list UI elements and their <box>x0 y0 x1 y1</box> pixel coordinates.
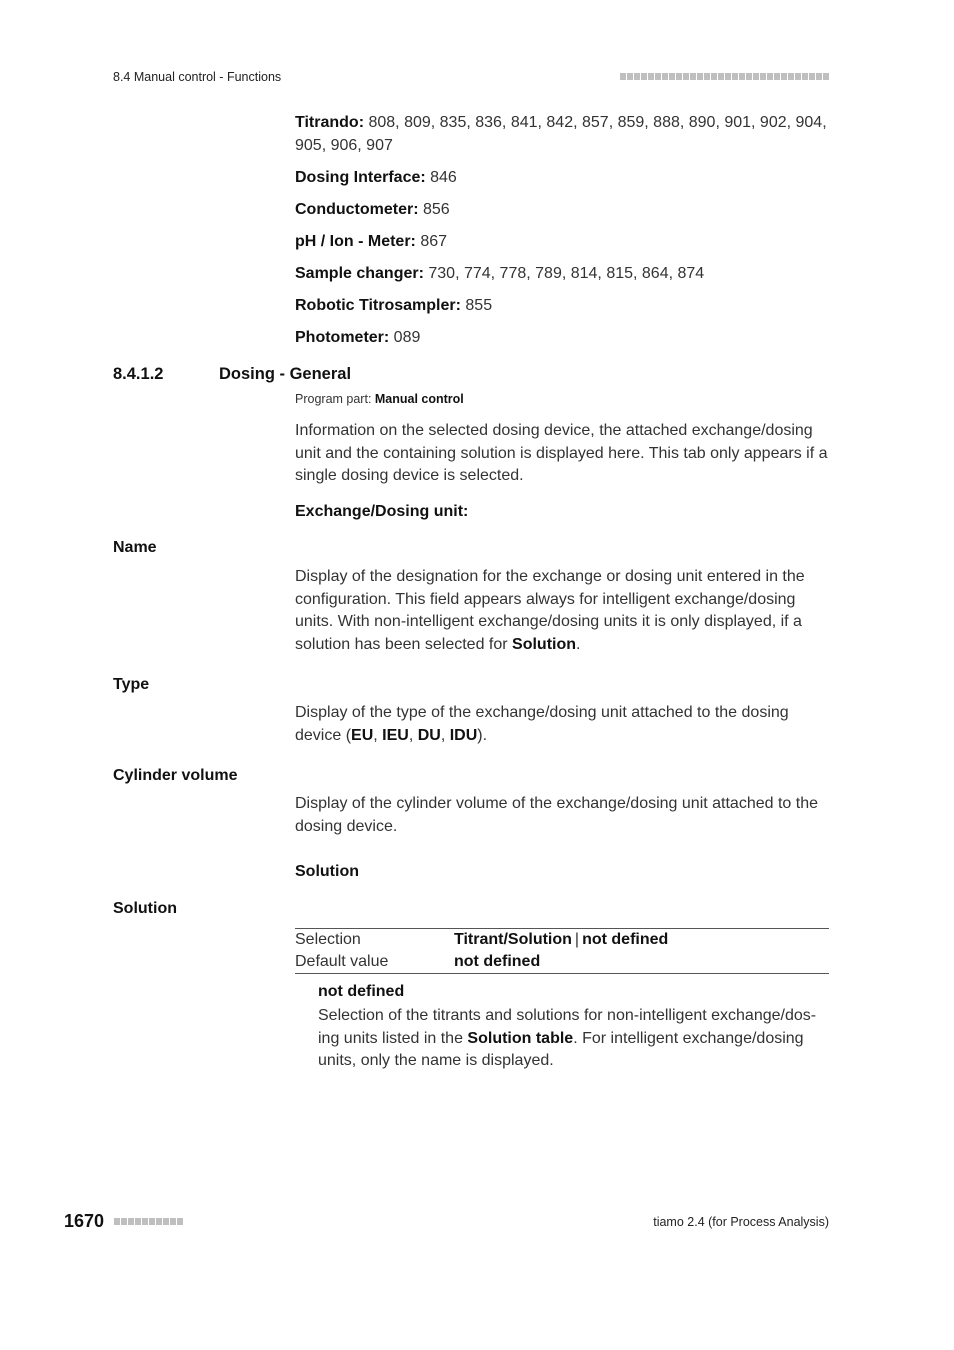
table-row-selection <box>295 929 829 951</box>
device-ph-ion-meter: pH / Ion - Meter: 867 <box>295 233 448 250</box>
default-value: not defined <box>454 953 541 970</box>
term-cylinder-volume: Cylinder volume <box>113 767 238 784</box>
page-number: 1670 <box>64 1211 105 1231</box>
device-sample-changer: Sample changer: 730, 774, 778, 789, 814, 815, 864, 874 <box>295 265 705 282</box>
header-dot-rule <box>620 73 829 80</box>
running-header: 8.4 Manual control - Functions <box>113 70 282 84</box>
program-part: Program part: Manual control <box>295 392 464 406</box>
not-defined-description: Selection of the titrants and solutions for non-intelligent exchange/dos-ing units listed in the Solution table. For intelligent exchange/dosing units, only the name is displayed. <box>318 1007 817 1069</box>
section-title: Dosing - General <box>219 365 352 383</box>
table-row-default <box>295 951 829 973</box>
default-label: Default value <box>295 953 389 970</box>
selection-label: Selection <box>295 931 361 948</box>
footer-product: tiamo 2.4 (for Process Analysis) <box>653 1215 829 1229</box>
section-number: 8.4.1.2 <box>113 365 164 383</box>
device-conductometer: Conductometer: 856 <box>295 201 450 218</box>
device-photometer: Photometer: 089 <box>295 329 421 346</box>
solution-subhead: Solution <box>295 863 359 880</box>
footer-dot-rule <box>114 1218 183 1225</box>
term-solution: Solution <box>113 900 177 917</box>
device-titrando: Titrando: 808, 809, 835, 836, 841, 842, 857, 859, 888, 890, 901, 902, 904, 905, 906, 907 <box>295 114 827 154</box>
device-dosing-interface: Dosing Interface: 846 <box>295 169 457 186</box>
device-robotic-titrosampler: Robotic Titrosampler: 855 <box>295 297 493 314</box>
section-intro: Information on the selected dosing device, the attached exchange/dosing unit and the containing solution is displayed here. This tab only appears if a single dosing device is selected. <box>295 422 828 484</box>
not-defined-title: not defined <box>318 983 405 1000</box>
term-type: Type <box>113 676 150 693</box>
solution-parameter-table <box>295 928 829 974</box>
type-description: Display of the type of the exchange/dosing unit attached to the dosing device (EU, IEU, DU, IDU). <box>295 704 789 744</box>
exchange-dosing-subhead: Exchange/Dosing unit: <box>295 503 469 520</box>
selection-values: Titrant/Solution | not defined <box>454 931 669 948</box>
cylinder-description: Display of the cylinder volume of the exchange/dosing unit attached to the dosing device. <box>295 795 818 835</box>
name-description: Display of the designation for the exchange or dosing unit entered in the configuration. This field appears always for intelligent exchange/dosing units. With non-intelligent exchange/dosing units it is only displayed, if a solution has been selected for Solution. <box>295 568 805 653</box>
term-name: Name <box>113 539 157 556</box>
